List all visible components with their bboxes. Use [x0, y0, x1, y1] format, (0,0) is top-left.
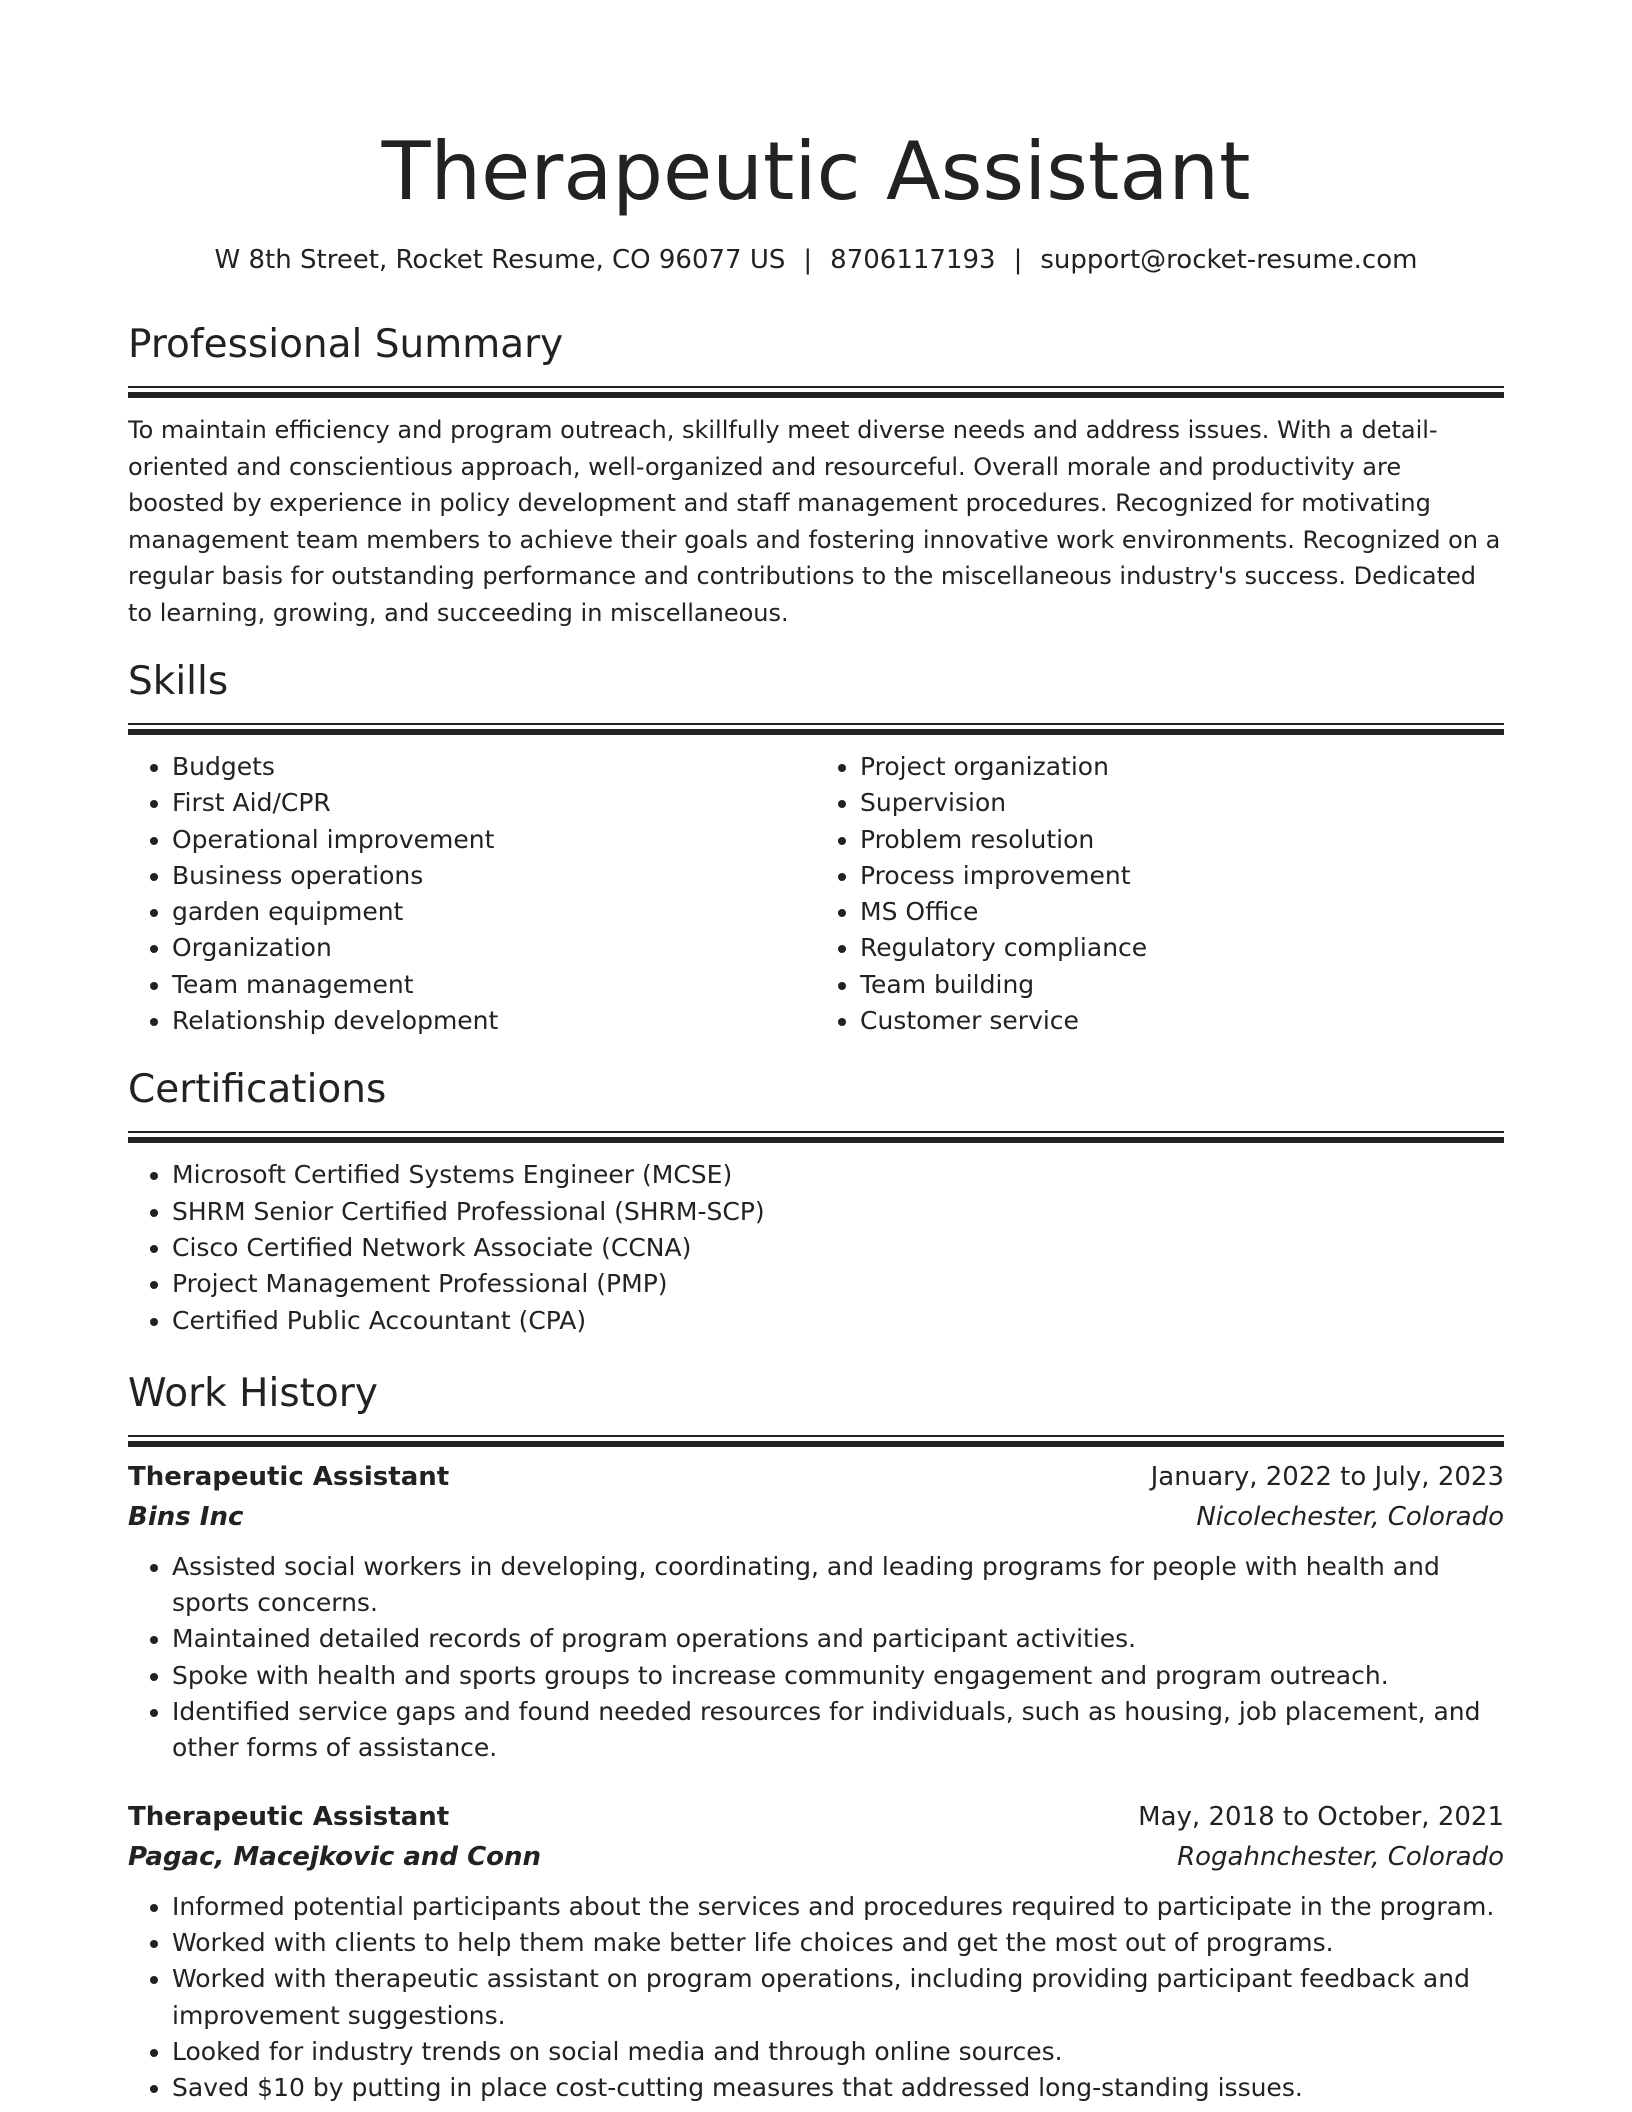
skill-item: • Supervision: [860, 785, 1504, 821]
job-bullet: • Looked for industry trends on social media and through online sources.: [172, 2034, 1504, 2070]
job-entry: [128, 1457, 1504, 1767]
work-history-section: [128, 1369, 1504, 2107]
skills-section: [128, 657, 1504, 1039]
job-bullets: [128, 1889, 1504, 2107]
job-title: Therapeutic Assistant: [128, 1461, 450, 1492]
job-dates: January, 2022 to July, 2023: [1150, 1461, 1504, 1492]
certifications-heading: Certifications: [128, 1067, 387, 1113]
skill-item: • garden equipment: [172, 894, 816, 930]
skill-item: • First Aid/CPR: [172, 785, 816, 821]
certifications-list: [128, 1157, 1504, 1338]
job-location: Nicolechester, Colorado: [1196, 1501, 1504, 1532]
job-bullet: • Saved $10 by putting in place cost-cutting measures that addressed long-standing issues.: [172, 2070, 1504, 2106]
job-bullet: • Worked with therapeutic assistant on program operations, including providing participant feedback and improvement suggestions.: [172, 1961, 1504, 2034]
job-dates: May, 2018 to October, 2021: [1138, 1801, 1504, 1832]
skill-item: • Process improvement: [860, 858, 1504, 894]
certification-item: • Microsoft Certified Systems Engineer (MCSE): [172, 1157, 1504, 1193]
skill-item: • Budgets: [172, 749, 816, 785]
resume-name: Therapeutic Assistant: [381, 125, 1251, 218]
job-bullet: • Identified service gaps and found needed resources for individuals, such as housing, job placement, and other forms of assistance.: [172, 1694, 1504, 1767]
work-history-heading: Work History: [128, 1370, 378, 1416]
job-bullet: • Maintained detailed records of program operations and participant activities.: [172, 1621, 1504, 1657]
summary-heading: Professional Summary: [128, 322, 564, 367]
skill-item: • Project organization: [860, 749, 1504, 785]
contact-separator: |: [1013, 245, 1023, 275]
skill-item: • MS Office: [860, 894, 1504, 930]
section-divider: [128, 386, 1504, 398]
job-bullet: • Spoke with health and sports groups to increase community engagement and program outreach.: [172, 1658, 1504, 1694]
certification-item: • SHRM Senior Certified Professional (SHRM-SCP): [172, 1194, 1504, 1230]
skill-item: • Operational improvement: [172, 822, 816, 858]
skill-item: • Business operations: [172, 858, 816, 894]
job-subheader: [128, 1837, 1504, 1877]
job-entry: [128, 1797, 1504, 2107]
contact-address: W 8th Street, Rocket Resume, CO 96077 US: [214, 245, 786, 275]
job-header: [128, 1797, 1504, 1837]
job-bullet: • Assisted social workers in developing, coordinating, and leading programs for people with health and sports concerns.: [172, 1549, 1504, 1622]
skill-item: • Team building: [860, 967, 1504, 1003]
job-company: Pagac, Macejkovic and Conn: [128, 1841, 542, 1872]
certification-item: • Certified Public Accountant (CPA): [172, 1303, 1504, 1339]
certification-item: • Cisco Certified Network Associate (CCNA): [172, 1230, 1504, 1266]
skill-item: • Organization: [172, 930, 816, 966]
certifications-section: [128, 1065, 1504, 1338]
summary-section: [128, 320, 1504, 631]
contact-email: support@rocket-resume.com: [1040, 245, 1418, 275]
skills-list-left: [128, 749, 816, 1039]
skill-item: • Regulatory compliance: [860, 930, 1504, 966]
summary-text: To maintain efficiency and program outreach, skillfully meet diverse needs and address issues. With a detail-oriented and conscientious approach, well-organized and resourceful. Overall morale and productivity are boosted by experience in policy development and staff management procedures. Recognized for motivating management team members to achieve their goals and fostering innovative work environments. Recognized on a regular basis for outstanding performance and contributions to the miscellaneous industry's success. Dedicated to learning, growing, and succeeding in miscellaneous.: [128, 416, 1501, 627]
job-subheader: [128, 1497, 1504, 1537]
skills-list-right: [816, 749, 1504, 1039]
section-divider: [128, 1131, 1504, 1143]
skills-grid: [128, 749, 1504, 1039]
skill-item: • Problem resolution: [860, 822, 1504, 858]
job-title: Therapeutic Assistant: [128, 1801, 450, 1832]
job-bullet: • Worked with clients to help them make better life choices and get the most out of programs.: [172, 1925, 1504, 1961]
job-header: [128, 1457, 1504, 1497]
section-divider: [128, 723, 1504, 735]
job-location: Rogahnchester, Colorado: [1177, 1841, 1504, 1872]
job-bullets: [128, 1549, 1504, 1767]
skills-heading: Skills: [128, 659, 229, 704]
skill-item: • Relationship development: [172, 1003, 816, 1039]
contact-line: [128, 242, 1504, 278]
skill-item: • Team management: [172, 967, 816, 1003]
contact-phone: 8706117193: [830, 245, 996, 275]
certification-item: • Project Management Professional (PMP): [172, 1266, 1504, 1302]
contact-separator: |: [803, 245, 813, 275]
job-bullet: • Informed potential participants about the services and procedures required to participate in the program.: [172, 1889, 1504, 1925]
section-divider: [128, 1435, 1504, 1447]
job-company: Bins Inc: [128, 1501, 244, 1532]
skill-item: • Customer service: [860, 1003, 1504, 1039]
